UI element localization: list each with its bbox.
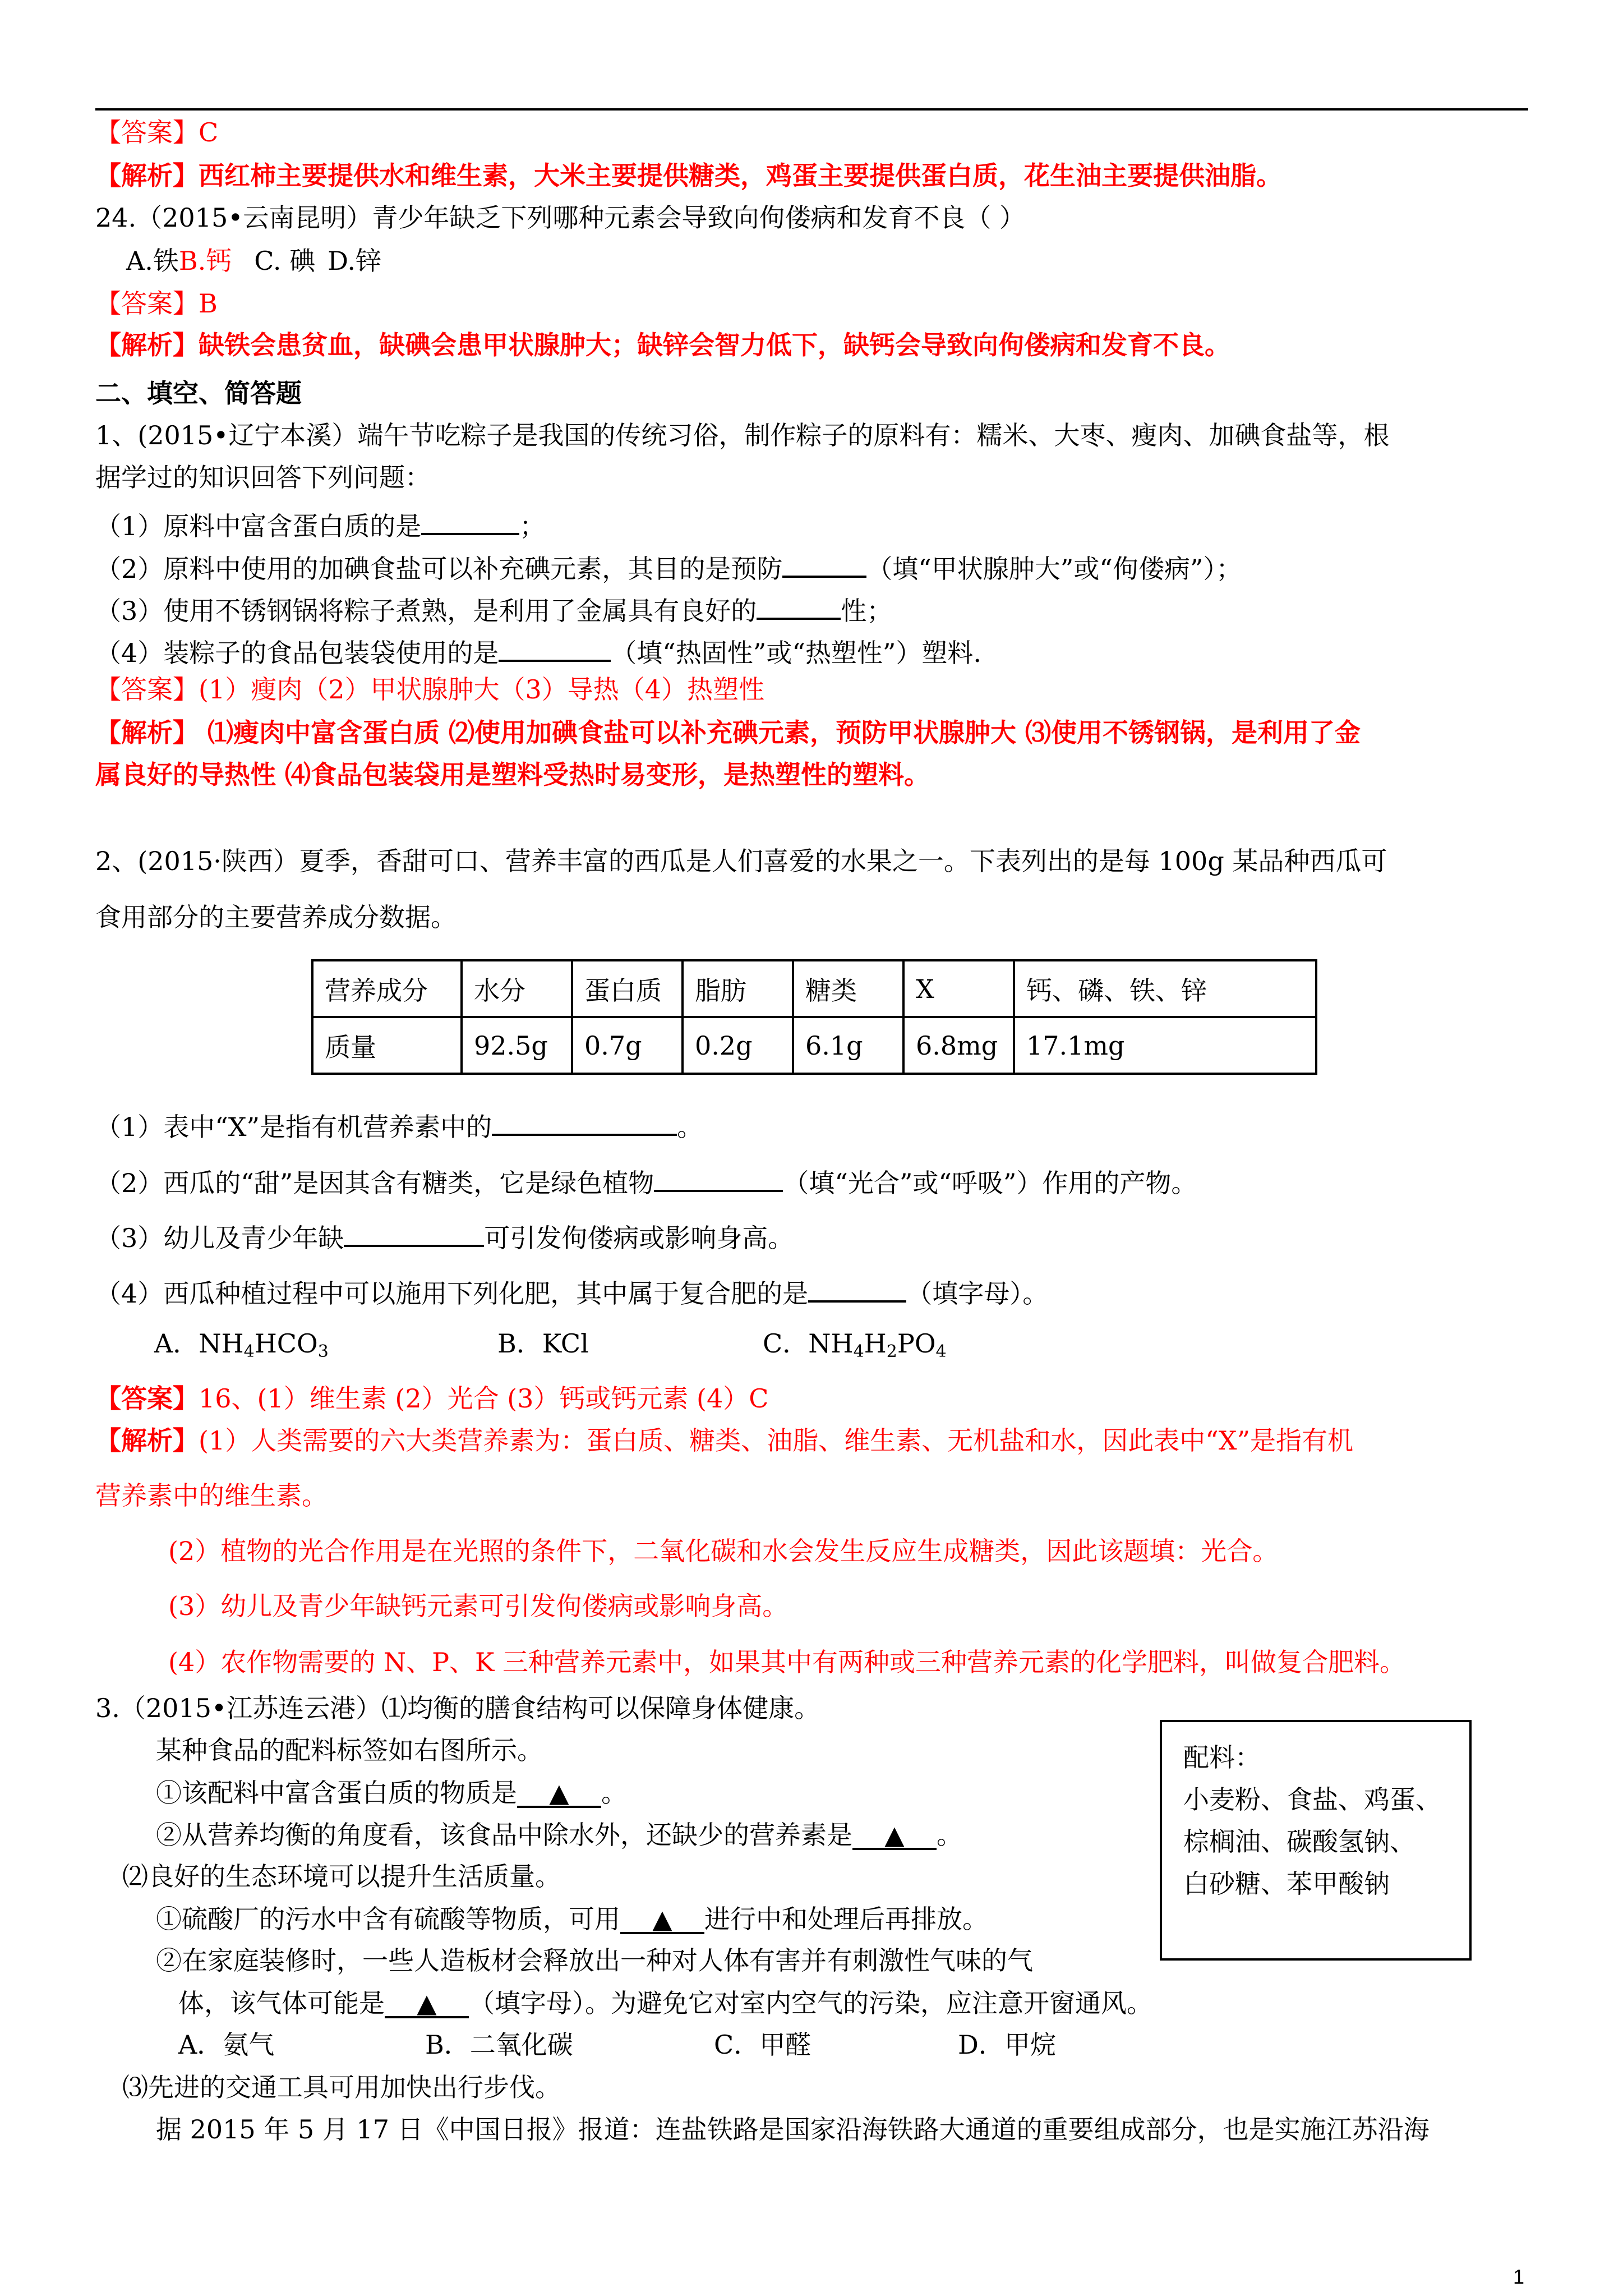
option-a: A.铁	[126, 246, 179, 276]
q1-analysis-line2: 属良好的导热性 ⑷食品包装袋用是塑料受热时易变形，是热塑性的塑料。	[95, 760, 930, 790]
sub-text: （4）装粽子的食品包装袋使用的是	[95, 638, 499, 668]
option-a	[154, 1328, 329, 1359]
table-cell: 水分	[462, 960, 572, 1017]
q1-sub2	[95, 550, 1242, 582]
answer-text: B	[199, 288, 218, 319]
sub-text: （2）西瓜的“甜”是因其含有糖类，它是绿色植物	[95, 1168, 654, 1198]
nutrition-table	[311, 959, 1317, 1075]
label-line: 小麦粉、食盐、鸡蛋、	[1183, 1784, 1441, 1815]
analysis-tag: 【解析】	[95, 160, 199, 191]
triangle-icon: ▲	[549, 1778, 569, 1808]
sub-text: （3）幼儿及青少年缺	[95, 1223, 344, 1253]
table-cell: 钙、磷、铁、锌	[1014, 960, 1316, 1017]
triangle-icon: ▲	[417, 1988, 437, 2018]
q-text: ①硫酸厂的污水中含有硫酸等物质，可用	[156, 1904, 620, 1934]
table-row	[312, 1017, 1316, 1074]
opt-sub: 2	[886, 1342, 897, 1361]
header-rule	[95, 108, 1528, 111]
q1-answer	[95, 674, 765, 705]
answer-blank	[492, 1108, 677, 1136]
q2-stem-line1: 2、(2015·陕西）夏季，香甜可口、营养丰富的西瓜是人们喜爱的水果之一。下表列出的是每 100g 某品种西瓜可	[95, 846, 1387, 876]
q3-line3	[156, 1780, 627, 1808]
table-cell: 质量	[312, 1017, 462, 1074]
q1-sub1	[95, 507, 545, 539]
q3-line6	[156, 1906, 988, 1934]
opt-text: H	[864, 1328, 887, 1359]
q3-line4	[156, 1822, 962, 1850]
ingredient-label-box	[1160, 1720, 1472, 1961]
q1-stem-line1: 1、(2015•辽宁本溪）端午节吃粽子是我国的传统习俗，制作粽子的原料有：糯米、大枣、瘦肉、加碘食盐等，根	[95, 420, 1390, 450]
table-cell: 92.5g	[462, 1017, 572, 1074]
answer-blank	[344, 1219, 484, 1247]
q2-analysis-line2: 营养素中的维生素。	[95, 1480, 328, 1511]
q2-stem-line2: 食用部分的主要营养成分数据。	[95, 902, 457, 932]
answer-blank	[517, 1780, 601, 1808]
answer-blank	[654, 1164, 783, 1192]
sub-text: （3）使用不锈钢锅将粽子煮熟，是利用了金属具有良好的	[95, 596, 757, 626]
q1-analysis-line1	[95, 717, 1361, 748]
table-cell: 脂肪	[683, 960, 793, 1017]
q2-sub3	[95, 1219, 794, 1251]
q-text: 。	[937, 1820, 962, 1850]
opt-text: A．NH	[154, 1328, 244, 1359]
q1-sub3	[95, 592, 892, 624]
answer-blank	[421, 507, 519, 535]
q2-sub2	[95, 1164, 1197, 1196]
table-cell: X	[903, 960, 1014, 1017]
q-text: （填字母）。为避免它对室内空气的污染，应注意开窗通风。	[469, 1988, 1152, 2018]
analysis-text: ⑴瘦肉中富含蛋白质 ⑵使用加碘食盐可以补充碘元素，预防甲状腺肿大 ⑶使用不锈钢锅，是利用了金	[199, 717, 1361, 748]
q2-analysis-line5: (4）农作物需要的 N、P、K 三种营养元素中，如果其中有两种或三种营养元素的化学肥料，叫做复合肥料。	[168, 1647, 1406, 1677]
q3-line8	[178, 1990, 1152, 2018]
q3-line10: ⑶先进的交通工具可用加快出行步伐。	[122, 2072, 561, 2102]
q2-analysis-line1	[95, 1425, 1353, 1456]
q-text: ①该配料中富含蛋白质的物质是	[156, 1778, 517, 1808]
answer-blank	[385, 1990, 469, 2018]
analysis-text: (1）人类需要的六大类营养素为：蛋白质、糖类、油脂、维生素、无机盐和水，因此表中“X”是指有机	[199, 1425, 1353, 1456]
table-cell: 6.1g	[793, 1017, 903, 1074]
sub-text: （填“光合”或“呼吸”）作用的产物。	[783, 1168, 1197, 1198]
sub-text: （填“甲状腺肿大”或“佝偻病”）；	[866, 554, 1242, 584]
table-cell: 17.1mg	[1014, 1017, 1316, 1074]
answer-text: 16、(1）维生素 (2）光合 (3）钙或钙元素 (4）C	[199, 1383, 769, 1414]
option-d: D.锌	[328, 246, 381, 276]
sub-text: ；	[519, 511, 546, 541]
q24-answer	[95, 288, 218, 319]
q3-line2: 某种食品的配料标签如右图所示。	[156, 1735, 543, 1765]
q2-analysis-line3: (2）植物的光合作用是在光照的条件下，二氧化碳和水会发生反应生成糖类，因此该题填：光合。	[168, 1536, 1279, 1566]
q-text: 体，该气体可能是	[178, 1988, 385, 2018]
table-cell: 糖类	[793, 960, 903, 1017]
option-d: D．甲烷	[958, 2030, 1056, 2060]
label-title: 配料：	[1183, 1742, 1261, 1773]
q3-line7: ②在家庭装修时，一些人造板材会释放出一种对人体有害并有刺激性气味的气	[156, 1945, 1033, 1976]
sub-text: 性；	[841, 596, 893, 626]
table-cell: 0.2g	[683, 1017, 793, 1074]
answer-tag: 【答案】	[95, 674, 199, 705]
sub-text: （1）原料中富含蛋白质的是	[95, 511, 422, 541]
analysis-tag: 【解析】	[95, 1425, 199, 1456]
q23-answer	[95, 117, 219, 148]
opt-text: HCO	[254, 1328, 318, 1359]
table-cell: 营养成分	[312, 960, 462, 1017]
q-text: 。	[601, 1778, 627, 1808]
section-title: 二、填空、简答题	[95, 378, 302, 408]
option-b: B.钙	[178, 246, 232, 276]
answer-tag: 【答案】	[95, 1383, 199, 1414]
option-c	[763, 1328, 947, 1361]
opt-sub: 4	[935, 1342, 947, 1361]
q3-options	[178, 2030, 1056, 2060]
q-text: ②从营养均衡的角度看，该食品中除水外，还缺少的营养素是	[156, 1820, 852, 1850]
analysis-tag: 【解析】	[95, 717, 199, 748]
analysis-text: 西红柿主要提供水和维生素，大米主要提供糖类，鸡蛋主要提供蛋白质，花生油主要提供油脂。	[199, 160, 1282, 191]
q2-sub1	[95, 1108, 703, 1140]
label-line: 白砂糖、苯甲酸钠	[1183, 1869, 1390, 1899]
q3-stem: 3.（2015•江苏连云港）⑴均衡的膳食结构可以保障身体健康。	[95, 1693, 820, 1723]
table-header-row	[312, 960, 1316, 1017]
analysis-tag: 【解析】	[95, 330, 199, 360]
answer-tag: 【答案】	[95, 288, 199, 319]
table-cell: 0.7g	[572, 1017, 683, 1074]
q-text: 进行中和处理后再排放。	[704, 1904, 988, 1934]
answer-blank	[782, 550, 866, 578]
answer-tag: 【答案】	[95, 117, 199, 148]
q2-sub4	[95, 1274, 1049, 1309]
q1-stem-line2: 据学过的知识回答下列问题：	[95, 462, 431, 493]
opt-text: C．NH	[763, 1328, 854, 1359]
page-number: 1	[1513, 2265, 1525, 2288]
answer-blank	[808, 1274, 906, 1303]
label-line: 棕榈油、碳酸氢钠、	[1183, 1826, 1415, 1857]
table-cell: 6.8mg	[903, 1017, 1014, 1074]
q23-analysis	[95, 160, 1282, 191]
q2-options	[154, 1328, 947, 1361]
option-b: B．KCl	[497, 1328, 589, 1359]
opt-sub: 3	[317, 1342, 329, 1361]
sub-text: （2）原料中使用的加碘食盐可以补充碘元素，其目的是预防	[95, 554, 783, 584]
opt-sub: 4	[243, 1342, 255, 1361]
answer-text: (1）瘦肉（2）甲状腺肿大（3）导热（4）热塑性	[199, 674, 765, 705]
analysis-text: 缺铁会患贫血，缺碘会患甲状腺肿大；缺锌会智力低下，缺钙会导致向佝偻病和发育不良。	[199, 330, 1230, 360]
option-c: C. 碘	[254, 246, 316, 276]
sub-text: （4）西瓜种植过程中可以施用下列化肥，其中属于复合肥的是	[95, 1278, 809, 1309]
answer-blank	[499, 634, 611, 662]
q24-analysis	[95, 332, 1230, 358]
option-c: C．甲醛	[714, 2030, 811, 2060]
option-a: A．氨气	[178, 2030, 275, 2060]
table-cell: 蛋白质	[572, 960, 683, 1017]
triangle-icon: ▲	[652, 1904, 672, 1934]
q24-stem: 24.（2015•云南昆明）青少年缺乏下列哪种元素会导致向佝偻病和发育不良（ ）	[95, 203, 1025, 233]
q2-answer	[95, 1383, 769, 1414]
answer-blank	[757, 592, 841, 620]
q1-sub4	[95, 634, 981, 666]
q3-line11: 据 2015 年 5 月 17 日《中国日报》报道：连盐铁路是国家沿海铁路大通道的重要组成部分，也是实施江苏沿海	[156, 2114, 1430, 2145]
q2-analysis-line4: (3）幼儿及青少年缺钙元素可引发佝偻病或影响身高。	[168, 1591, 789, 1621]
answer-blank	[620, 1906, 704, 1934]
q3-line5: ⑵良好的生态环境可以提升生活质量。	[122, 1861, 561, 1892]
triangle-icon: ▲	[884, 1820, 905, 1850]
answer-text: C	[199, 117, 219, 148]
sub-text: （填“热固性”或“热塑性”）塑料.	[611, 638, 981, 668]
sub-text: （填字母）。	[906, 1278, 1049, 1309]
q24-options	[126, 248, 381, 274]
opt-sub: 4	[853, 1342, 864, 1361]
option-b: B．二氧化碳	[425, 2030, 573, 2060]
sub-text: 。	[677, 1112, 703, 1142]
sub-text: （1）表中“X”是指有机营养素中的	[95, 1112, 492, 1142]
sub-text: 可引发佝偻病或影响身高。	[484, 1223, 794, 1253]
answer-blank	[852, 1822, 937, 1850]
opt-text: PO	[897, 1328, 936, 1359]
